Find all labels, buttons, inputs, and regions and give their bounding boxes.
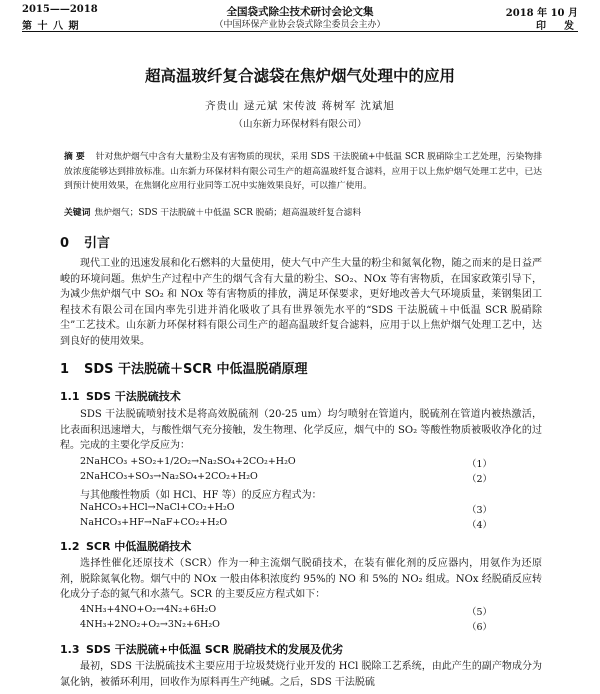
keywords-label: 关键词 [64, 208, 91, 218]
paragraph-scr: 选择性催化还原技术（SCR）作为一种主流烟气脱硝技术，在装有催化剂的反应器内，用氨作为还原剂，脱除氮氧化物。烟气中的 NOx 一般由体积浓度约 95%的 NO 和 5%的 NO₂ 组成。NOx 经脱硝反应转化成分子态的氮气和水蒸气。SCR 的主要反应方程式如下： [60, 558, 542, 601]
header-rule [22, 31, 578, 32]
header-organizer: （中国环保产业协会袋式除尘委员会主办） [214, 20, 386, 30]
author-list: 齐贵山 逯元斌 宋传波 蒋树军 沈斌旭 [205, 100, 395, 112]
header-print-label: 印 发 [536, 21, 578, 32]
abstract-text: 针对焦炉烟气中含有大量粉尘及有害物质的现状，采用 SDS 干法脱硫+中低温 SCR 脱硝除尘工艺处理，污染物排放浓度能够达到排放标准。山东新力环保材料有限公司生产的超高温玻纤复合滤料，应用于以上焦炉烟气处理工艺中，已达到预计使用效果，在焦钢化应用行业同等工况中实施效果良好，可以推广使用。 [64, 152, 542, 191]
section-heading-0: 0 引言 [60, 236, 111, 251]
paper-title: 超高温玻纤复合滤袋在焦炉烟气处理中的应用 [144, 67, 455, 85]
equation: 2NaHCO₃+SO₃→Na₂SO₄+2CO₂+H₂O （2） [80, 471, 492, 485]
header-proceedings-title: 全国袋式除尘技术研讨会论文集 [226, 6, 374, 18]
header-print-date: 2018 年 10 月 [505, 8, 578, 19]
section-heading-1-1: 1.1 SDS 干法脱硫技术 [60, 390, 181, 403]
section-heading-1-2: 1.2 SCR 中低温脱硝技术 [60, 540, 192, 553]
intro-paragraph: 现代工业的迅速发展和化石燃料的大量使用，使大气中产生大量的粉尘和氮氧化物，随之而来的是日益严峻的环境问题。焦炉生产过程中产生的烟气含有大量的粉尘、SO₂、NOx 等有害物质，在国家政策引导下，为减少焦炉烟气中 SO₂ 和 NOx 等有害物质的排放，满足环保要求，更好地改善大气环境质量，莱钢集团工程技术有限公司在国内率先引进并消化吸收了具有世界领先水平的“SDS 干法脱硫＋中低温 SCR 脱硝除尘”工艺技术。山东新力环保材料有限公司生产的超高温玻纤复合滤料，应用于以上焦炉烟气处理工艺中，达到良好的使用效果。 [60, 258, 542, 347]
running-header [0, 0, 600, 40]
keywords-text: 焦炉烟气；SDS 干法脱硫＋中低温 SCR 脱硝；超高温玻纤复合滤料 [94, 208, 362, 218]
section-heading-1: 1 SDS 干法脱硫＋SCR 中低温脱硝原理 [60, 362, 308, 377]
paragraph-development: 最初，SDS 干法脱硫技术主要应用于垃圾焚烧行业开发的 HCl 脱除工艺系统，由此产生的副产物成分为氯化钠，被循环利用，回收作为原料再生产纯碱。之后，SDS 干法脱硫 [60, 661, 542, 688]
equation: 4NH₃+2NO₂+O₂→3N₂+6H₂O （6） [80, 619, 492, 633]
abstract [64, 150, 542, 194]
equation: 2NaHCO₃ +SO₂+1/2O₂→Na₂SO₄+2CO₂+H₂O （1） [80, 456, 492, 470]
section-heading-1-3: 1.3 SDS 干法脱硫+中低温 SCR 脱硝技术的发展及优劣 [60, 643, 344, 656]
header-issue: 第 十 八 期 [22, 21, 80, 32]
abstract-label: 摘要 [64, 152, 88, 162]
paragraph-sds: SDS 干法脱硫喷射技术是将高效脱硫剂（20-25 um）均匀喷射在管道内，脱硫剂在管道内被热激活，比表面积迅速增大，与酸性烟气充分接触，发生物理、化学反应，烟气中的 SO₂ 等酸性物质被吸收净化的过程。完成的主要化学反应为： [60, 409, 542, 452]
header-date-range: 2015——2018 [22, 4, 98, 15]
equation: NaHCO₃+HF→NaF+CO₂+H₂O （4） [80, 517, 492, 531]
equation: NaHCO₃+HCl→NaCl+CO₂+H₂O （3） [80, 502, 492, 516]
paragraph-acid-reactions: 与其他酸性物质（如 HCl、HF 等）的反应方程式为： [80, 490, 322, 501]
equation: 4NH₃+4NO+O₂→4N₂+6H₂O （5） [80, 604, 492, 618]
affiliation: （山东新力环保材料有限公司） [233, 119, 367, 130]
keywords [64, 206, 542, 220]
